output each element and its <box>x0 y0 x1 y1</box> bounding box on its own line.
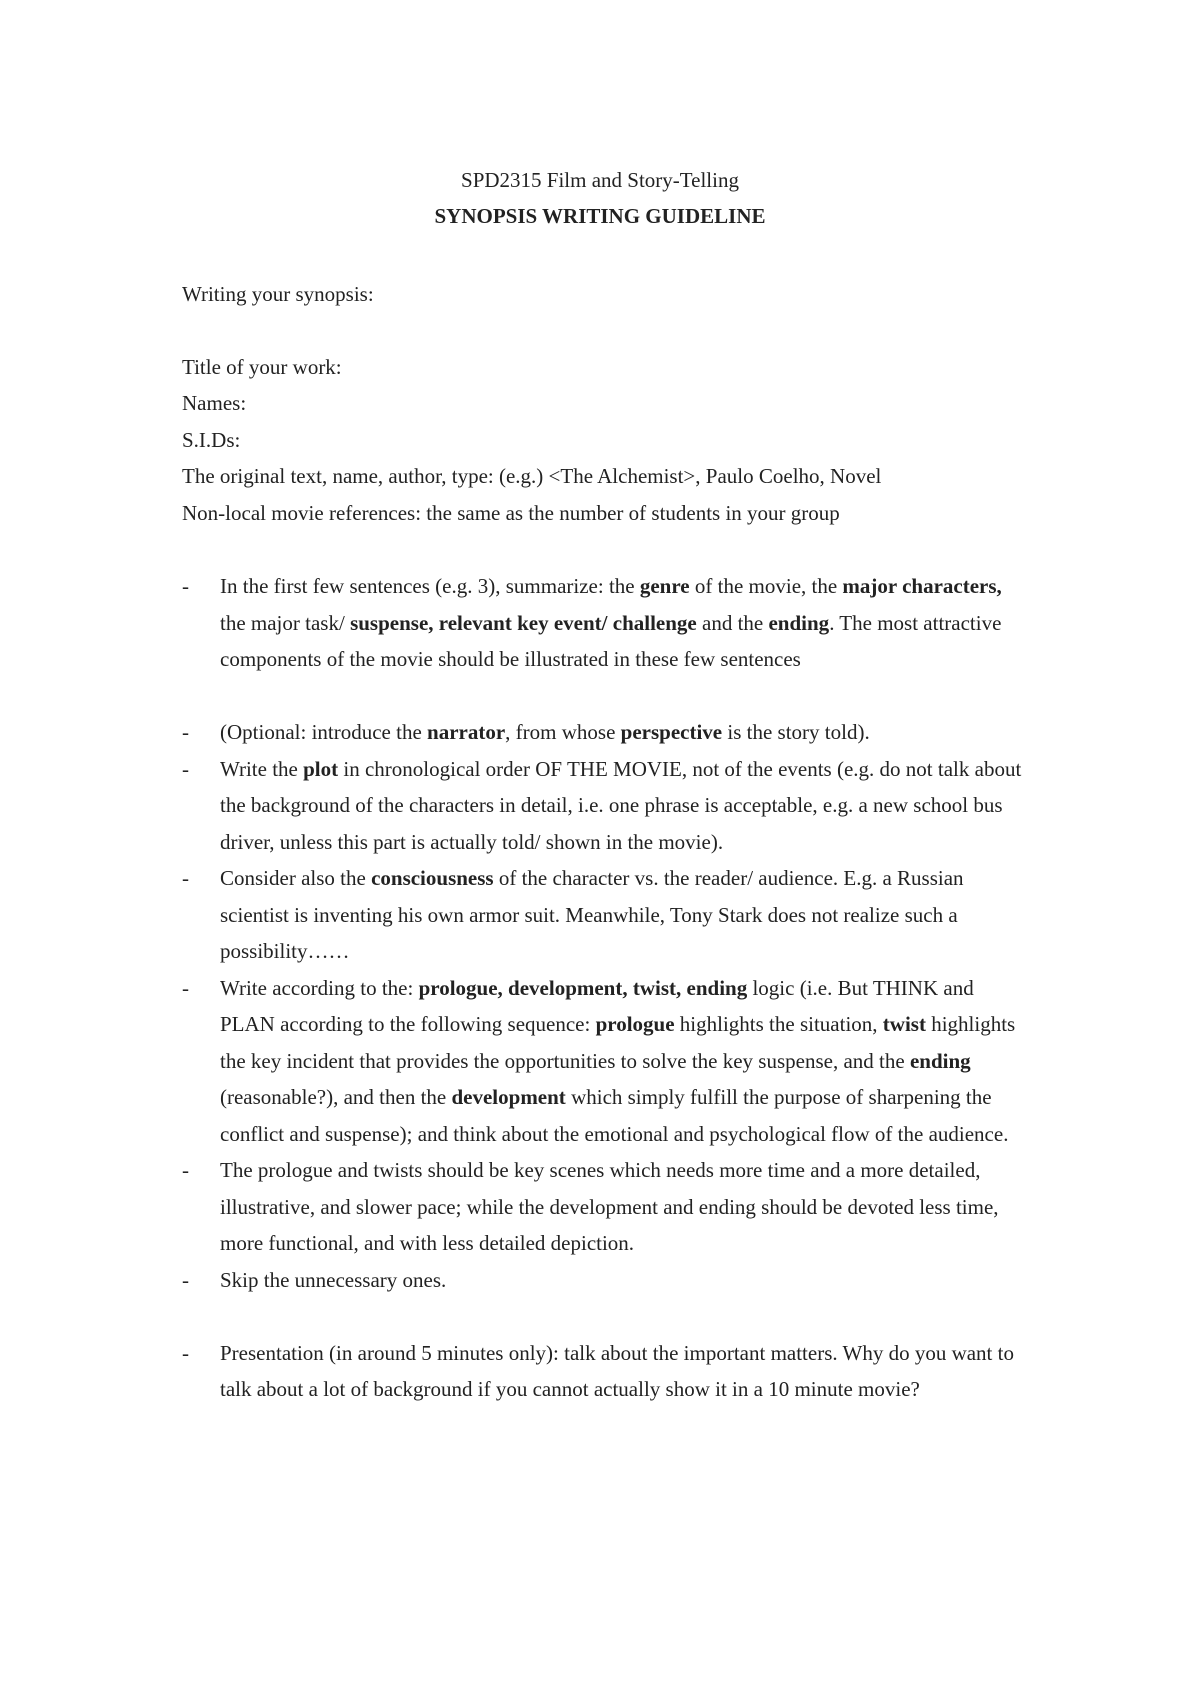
field-movie-references: Non-local movie references: the same as the number of students in your group <box>182 501 840 525</box>
text-run: The prologue and twists should be key scenes which needs more time and a more detailed, illustrative, and slower pace; while the development and ending should be devoted less time, more functional, and with less detailed depiction. <box>220 1158 999 1255</box>
field-sids: S.I.Ds: <box>182 428 241 452</box>
list-item <box>182 714 1032 751</box>
bullet-dash: - <box>182 866 189 890</box>
text-run: Skip the unnecessary ones. <box>220 1267 447 1292</box>
field-title: Title of your work: <box>182 355 342 379</box>
bullet-dash: - <box>182 574 189 598</box>
bold-text-run: perspective <box>620 720 723 744</box>
bold-text-run: ending <box>909 1048 971 1073</box>
list-item <box>182 860 1032 970</box>
bold-text-run: twist <box>882 1012 926 1036</box>
text-run: (Optional: introduce the <box>220 720 428 744</box>
text-run: highlights the situation, <box>674 1012 883 1036</box>
bold-text-run: prologue, development, twist, ending <box>418 975 748 1000</box>
bold-text-run: suspense, relevant key event/ challenge <box>350 610 697 635</box>
bold-text-run: ending <box>768 610 830 635</box>
list-item <box>182 970 1032 1153</box>
list-item <box>182 568 1032 678</box>
text-run: Consider also the <box>220 866 372 890</box>
text-run: of the character vs. the reader/ audience. E.g. a Russian scientist is inventing his own armor suit. Meanwhile, Tony Stark does not realize such a possibility…… <box>220 866 964 963</box>
bold-text-run: major characters, <box>842 574 1002 598</box>
list-item <box>182 1262 1032 1299</box>
text-run: and the <box>696 610 769 635</box>
text-run: which simply fulfill the purpose of sharpening the conflict and suspense); and think about the emotional and psychological flow of the audience. <box>220 1085 1009 1146</box>
field-original-text: The original text, name, author, type: (e.g.) <The Alchemist>, Paulo Coelho, Novel <box>182 464 882 488</box>
bullet-dash: - <box>182 756 189 781</box>
text-run: Write according to the: <box>220 975 419 1000</box>
text-run: the major task/ <box>220 610 351 635</box>
text-run: Write the <box>220 756 304 781</box>
text-run: logic (i.e. But THINK and PLAN according to the following sequence: <box>220 975 974 1036</box>
text-run: . The most attractive components of the movie should be illustrated in these few sentences <box>220 610 1002 671</box>
text-run: , from whose <box>505 720 621 744</box>
bold-text-run: plot <box>303 756 339 781</box>
bullet-dash: - <box>182 1158 189 1182</box>
list-item <box>182 1152 1032 1262</box>
text-run: in chronological order OF THE MOVIE, not of the events (e.g. do not talk about the background of the characters in detail, i.e. one phrase is acceptable, e.g. a new school bus driver, unless this part is actually told/ shown in the movie). <box>220 756 1022 854</box>
text-run: (reasonable?), and then the <box>220 1085 452 1109</box>
document-title: SYNOPSIS WRITING GUIDELINE <box>434 204 766 228</box>
bold-text-run: prologue <box>595 1012 675 1036</box>
text-run: of the movie, the <box>689 574 843 598</box>
guideline-list <box>182 568 1032 1408</box>
intro-line: Writing your synopsis: <box>182 282 374 306</box>
text-run: In the first few sentences (e.g. 3), summarize: the <box>220 574 640 598</box>
bold-text-run: genre <box>639 574 690 598</box>
bold-text-run: development <box>451 1085 566 1109</box>
text-run: is the story told). <box>722 720 870 744</box>
list-item <box>182 751 1032 861</box>
list-item <box>182 1335 1032 1408</box>
bullet-dash: - <box>182 1267 189 1292</box>
bold-text-run: consciousness <box>371 866 494 890</box>
text-run: highlights the key incident that provides the opportunities to solve the key suspense, and the <box>220 1012 1016 1073</box>
bold-text-run: narrator <box>427 720 506 744</box>
course-title: SPD2315 Film and Story-Telling <box>461 168 739 192</box>
bullet-dash: - <box>182 720 189 744</box>
field-names: Names: <box>182 391 247 415</box>
bullet-dash: - <box>182 975 189 1000</box>
text-run: Presentation (in around 5 minutes only): talk about the important matters. Why do you want to talk about a lot of background if you cannot actually show it in a 10 minute movie? <box>220 1340 1014 1401</box>
bullet-dash: - <box>182 1340 189 1365</box>
